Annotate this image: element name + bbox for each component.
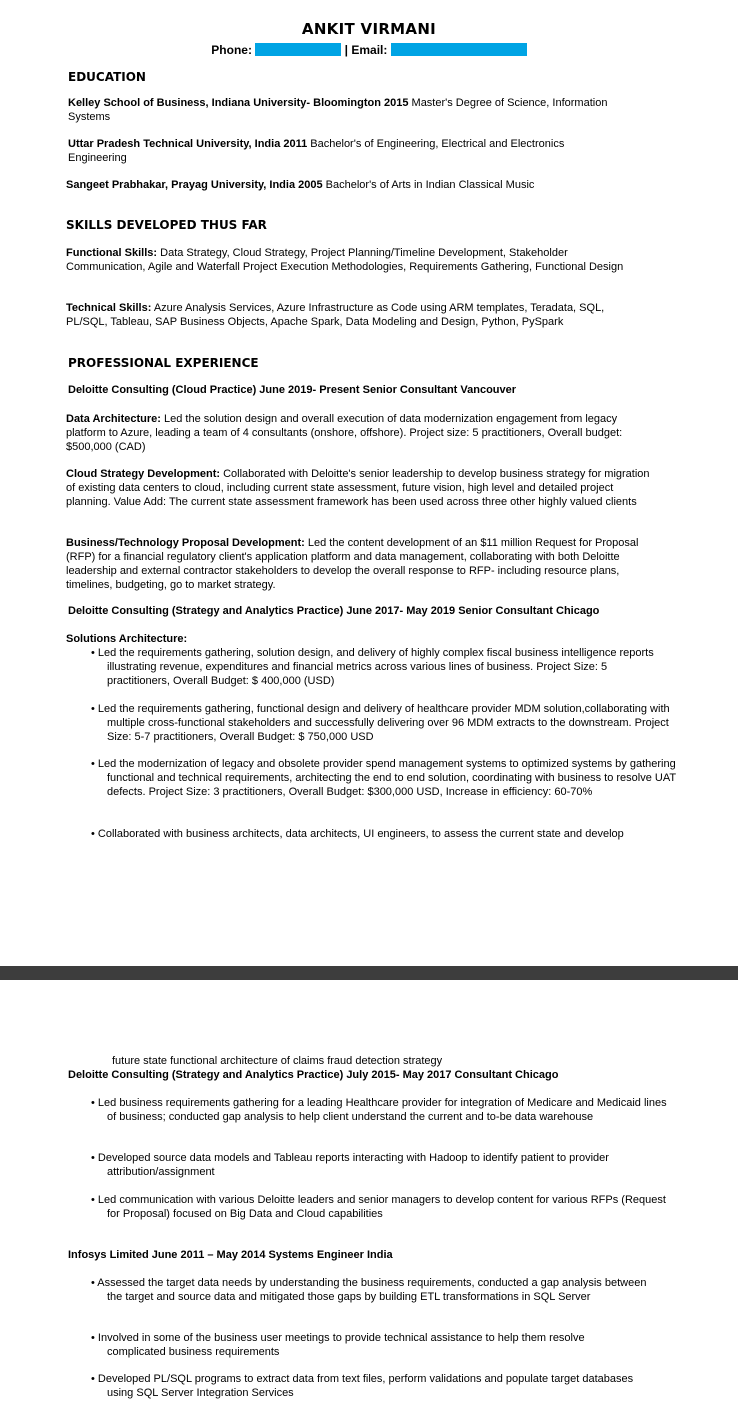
skills-entry <box>66 246 630 274</box>
experience-item <box>66 536 662 592</box>
bullet-item: • Developed PL/SQL programs to extract data from text files, perform validations and populate target databases using SQL Server Integration Services <box>91 1373 634 1399</box>
education-school: Sangeet Prabhakar, Prayag University, India 2005 <box>66 179 323 191</box>
bullet-item: • Collaborated with business architects, data architects, UI engineers, to assess the current state and develop <box>91 828 624 840</box>
bullet-item: • Led the requirements gathering, functional design and delivery of healthcare provider MDM solution,collaborating with multiple cross-functional stakeholders and successfully delivering over 96 MDM extracts to the downstream. Project Size: 5-7 practitioners, Overall Budget: $ 750,000 USD <box>91 703 670 743</box>
education-entry <box>66 178 686 192</box>
phone-redaction <box>255 43 341 56</box>
phone-label: Phone: <box>211 43 252 57</box>
experience-item-label: Business/Technology Proposal Development: <box>66 537 305 549</box>
job-title-strategy-consultant: Deloitte Consulting (Strategy and Analytics Practice) July 2015- May 2017 Consultant Chicago <box>68 1069 559 1081</box>
email-redaction <box>391 43 527 56</box>
skills-label: Functional Skills: <box>66 247 158 259</box>
section-heading-skills: SKILLS DEVELOPED THUS FAR <box>66 218 267 232</box>
bullet-item: • Involved in some of the business user meetings to provide technical assistance to help them resolve complicated business requirements <box>91 1332 585 1358</box>
skills-text: Azure Analysis Services, Azure Infrastructure as Code using ARM templates, Teradata, SQL, PL/SQL, Tableau, SAP Business Objects, Apache Spark, Data Modeling and Design, Python, PySpark <box>66 302 605 328</box>
contact-line <box>0 43 738 57</box>
education-degree: Bachelor's of Arts in Indian Classical Music <box>322 179 535 191</box>
bullet-item: • Led business requirements gathering for a leading Healthcare provider for integration of Medicare and Medicaid lines of business; conducted gap analysis to help client understand the current and to-be data warehouse <box>91 1097 667 1123</box>
section-heading-education: EDUCATION <box>68 70 146 84</box>
page-separator <box>0 966 738 980</box>
bullet-continuation: future state functional architecture of claims fraud detection strategy <box>112 1055 443 1067</box>
experience-item-label: Cloud Strategy Development: <box>66 468 221 480</box>
experience-item <box>66 467 660 509</box>
experience-item-text: Collaborated with Deloitte's senior leadership to develop business strategy for migration of existing data centers to cloud, including current state assessment, future vision, high level and detailed project planning. Value Add: The current state assessment framework has been used across three other highly valued clients <box>66 468 650 508</box>
education-entry <box>68 96 648 124</box>
skills-label: Technical Skills: <box>66 302 152 314</box>
solutions-architecture-label: Solutions Architecture: <box>66 633 188 645</box>
experience-item-label: Data Architecture: <box>66 413 161 425</box>
bullet-item: • Led communication with various Deloitte leaders and senior managers to develop content for various RFPs (Request for Proposal) focused on Big Data and Cloud capabilities <box>91 1194 666 1220</box>
experience-item-text: Led the content development of an $11 million Request for Proposal (RFP) for a financial regulatory client's application platform and data management, collaborating with both Deloitte leadership and external contractor stakeholders to develop the overall response to RFP- including resource plans, timelines, budgeting, go to market strategy. <box>66 537 639 591</box>
job-title-cloud: Deloitte Consulting (Cloud Practice) June 2019- Present Senior Consultant Vancouver <box>68 384 517 396</box>
bullet-item: • Assessed the target data needs by understanding the business requirements, conducted a gap analysis between the target and source data and mitigated those gaps by building ETL transformations in SQL Server <box>91 1277 647 1303</box>
skills-entry <box>66 301 646 329</box>
bullet-item: • Led the requirements gathering, solution design, and delivery of highly complex fiscal business intelligence reports illustrating revenue, expenditures and financial metrics across various lines of business. Project Size: 5 practitioners, Overall Budget: $ 400,000 (USD) <box>91 647 654 687</box>
experience-item-text: Led the solution design and overall execution of data modernization engagement from legacy platform to Azure, leading a team of 4 consultants (onshore, offshore). Project size: 5 practitioners, Overall budget: $500,000 (CAD) <box>66 413 623 453</box>
section-heading-experience: PROFESSIONAL EXPERIENCE <box>68 356 259 370</box>
education-degree: Master's Degree of Science, Information Systems <box>68 97 608 123</box>
bullet-item: • Developed source data models and Tableau reports interacting with Hadoop to identify patient to provider attribution/assignment <box>91 1152 609 1178</box>
experience-item <box>66 412 658 454</box>
job-title-strategy-senior: Deloitte Consulting (Strategy and Analytics Practice) June 2017- May 2019 Senior Consultant Chicago <box>68 605 600 617</box>
education-school: Kelley School of Business, Indiana University- Bloomington 2015 <box>68 97 409 109</box>
education-entry <box>68 137 608 165</box>
education-school: Uttar Pradesh Technical University, India 2011 <box>68 138 308 150</box>
job-title-infosys: Infosys Limited June 2011 – May 2014 Systems Engineer India <box>68 1249 393 1261</box>
email-label: | Email: <box>344 43 388 57</box>
bullet-item: • Led the modernization of legacy and obsolete provider spend management systems to optimized systems by gathering functional and technical requirements, architecting the end to end solution, coordinating with business to resolve UAT defects. Project Size: 3 practitioners, Overall Budget: $300,000 USD, Increase in efficiency: 60-70% <box>91 758 676 798</box>
education-degree: Bachelor's of Engineering, Electrical and Electronics Engineering <box>68 138 565 164</box>
skills-text: Data Strategy, Cloud Strategy, Project Planning/Timeline Development, Stakeholder Communication, Agile and Waterfall Project Execution Methodologies, Requirements Gathering, Functional Design <box>66 247 624 273</box>
resume-name: ANKIT VIRMANI <box>301 20 437 38</box>
